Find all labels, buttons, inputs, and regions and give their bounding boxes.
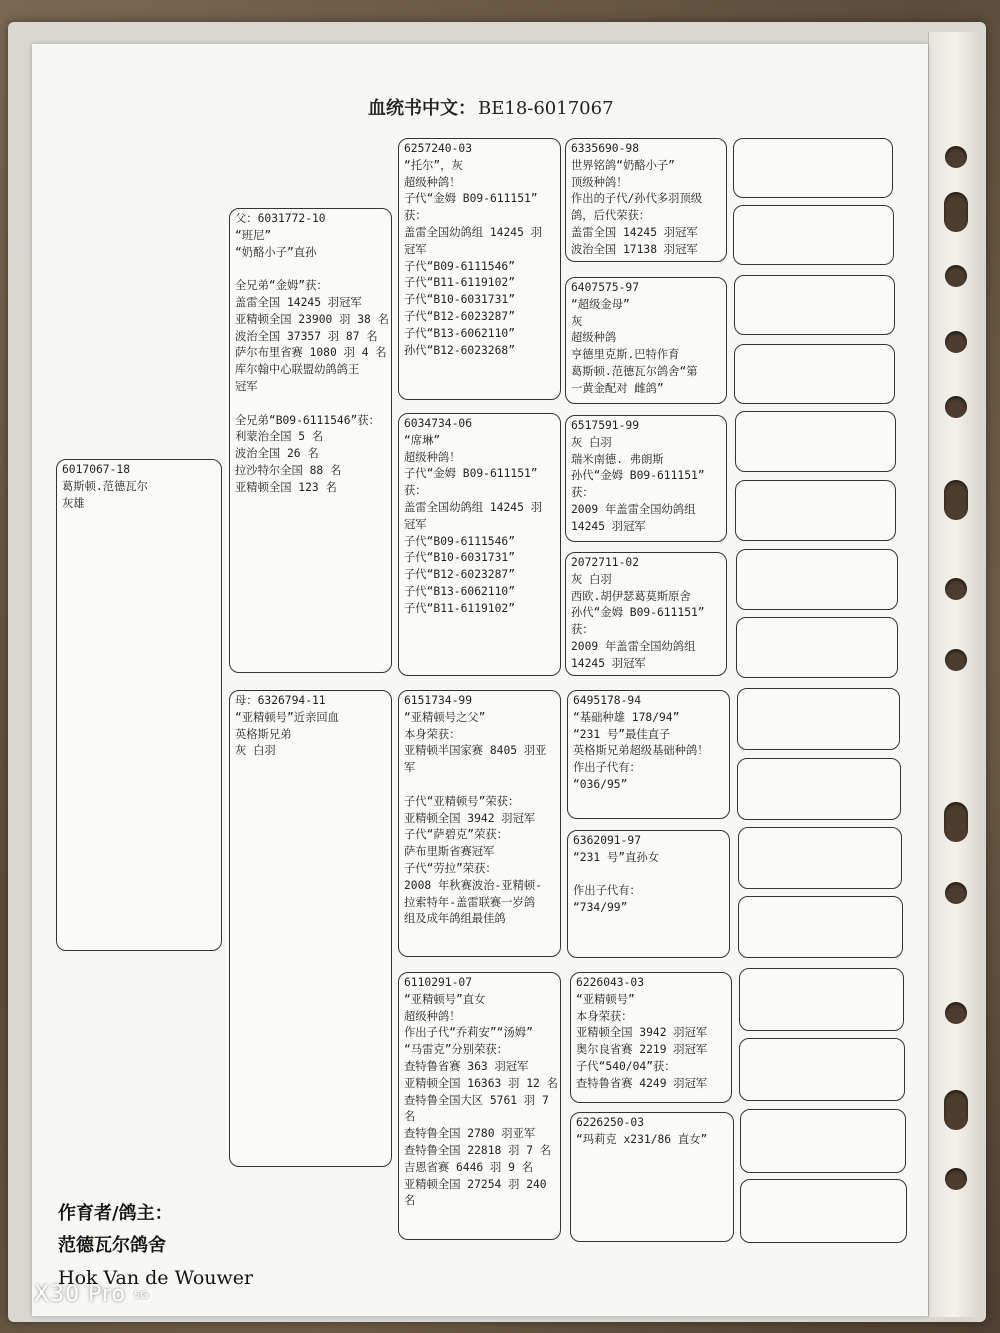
text-line: “班尼”	[235, 228, 272, 242]
text-line: 子代“B10-6031731”	[404, 551, 516, 565]
empty-ancestor-box	[734, 344, 895, 404]
text-line: “亚精顿号之父”	[404, 710, 486, 724]
text-line: 查特鲁省赛 363 羽冠军	[404, 1059, 529, 1073]
text-line: 子代“劳拉”荣获：	[404, 861, 497, 875]
text-line: 超级种鸽！	[404, 175, 461, 189]
text-line: 查特鲁全国大区 5761 羽 7	[404, 1093, 549, 1107]
empty-ancestor-box	[740, 1109, 906, 1173]
empty-ancestor-box	[738, 896, 903, 958]
great-grandparent-text-8	[571, 1113, 733, 1149]
text-line: 6257240-03	[404, 142, 473, 155]
empty-ancestor-box	[733, 138, 893, 198]
text-line: 军	[404, 761, 416, 775]
text-line: 亚精顿全国 27254 羽 240	[404, 1177, 547, 1191]
text-line: 母：6326794-11	[235, 694, 326, 707]
text-line: 作出子代有：	[573, 884, 641, 898]
text-line: 亚精顿全国 23900 羽 38 名	[235, 312, 389, 326]
text-line: 6517591-99	[571, 419, 640, 432]
text-line: 2008 年秋赛波治-亚精顿-	[404, 878, 542, 892]
text-line: 2009 年盖雷全国幼鸽组	[571, 502, 696, 516]
text-line: 6151734-99	[404, 694, 473, 707]
text-line: 英格斯兄弟超级基础种鸽！	[573, 744, 709, 758]
text-line: 亚精顿全国 3942 羽冠军	[576, 1026, 708, 1040]
empty-ancestor-box	[737, 758, 901, 820]
great-grandparent-box-8	[570, 1112, 734, 1242]
text-line: “基础种雄 178/94”	[573, 710, 680, 724]
text-line: 奥尔良省赛 2219 羽冠军	[576, 1043, 708, 1057]
text-line: 波治全国 37357 羽 87 名	[235, 329, 378, 343]
text-line: 6335690-98	[571, 142, 640, 155]
text-line: 14245 羽冠军	[571, 656, 646, 670]
text-line	[573, 867, 725, 884]
text-line: 子代“540/04”获：	[576, 1059, 676, 1073]
grandparent-text-1	[399, 139, 560, 359]
great-grandparent-text-2	[566, 278, 726, 398]
great-grandparent-text-6	[568, 831, 729, 917]
text-line: 一黄金配对 雌鸽”	[571, 381, 664, 395]
text-line: 2072711-02	[571, 556, 640, 569]
great-grandparent-box-2	[565, 277, 727, 404]
empty-ancestor-box	[736, 617, 898, 678]
text-line: 子代“B13-6062110”	[404, 584, 516, 598]
grandparent-box-2	[398, 413, 561, 676]
text-line: 灰 白羽	[571, 572, 612, 586]
text-line: 灰雄	[62, 496, 85, 510]
text-line: 父：6031772-10	[235, 212, 326, 225]
great-grandparent-box-3	[565, 415, 727, 542]
text-line: 获：	[571, 486, 594, 500]
great-grandparent-text-1	[566, 139, 726, 259]
text-line: “马雷克”分别荣获：	[404, 1043, 508, 1057]
empty-ancestor-box	[734, 275, 895, 335]
breeder-label: 作育者/鸽主：	[58, 1203, 173, 1224]
sire-text	[230, 209, 391, 497]
great-grandparent-text-3	[566, 416, 726, 536]
great-grandparent-text-7	[571, 973, 731, 1093]
great-grandparent-text-5	[568, 691, 729, 794]
text-line: 亚精顿全国 3942 羽冠军	[404, 811, 536, 825]
text-line: 世界铭鸽“奶酪小子”	[571, 158, 675, 172]
camera-model: X30 Pro	[34, 1282, 126, 1307]
text-line: 西欧.胡伊瑟葛莫斯原舍	[571, 589, 691, 603]
text-line: 子代“B12-6023287”	[404, 309, 516, 323]
text-line: 6110291-07	[404, 976, 473, 989]
text-line: 波治全国 17138 羽冠军	[571, 242, 698, 256]
punch-hole	[945, 265, 967, 287]
text-line: 冠军	[404, 242, 427, 256]
grandparent-text-2	[399, 414, 560, 618]
text-line: 本身荣获：	[404, 727, 461, 741]
text-line: 灰 白羽	[235, 744, 276, 758]
text-line: 子代“B12-6023287”	[404, 568, 516, 582]
text-line: 拉索特年-盖雷联赛一岁鸽	[404, 895, 536, 909]
text-line: “亚精顿号”近亲回血	[235, 710, 339, 724]
empty-ancestor-box	[739, 1038, 905, 1101]
text-line: 英格斯兄弟	[235, 727, 292, 741]
text-line: 孙代“金姆 B09-611151”	[571, 469, 705, 483]
great-grandparent-box-1	[565, 138, 727, 262]
text-line: “亚精顿号”直女	[404, 992, 486, 1006]
text-line: 亨德里克斯.巴特作育	[571, 348, 680, 362]
punch-hole	[945, 331, 967, 353]
text-line: 孙代“金姆 B09-611151”	[571, 606, 705, 620]
empty-ancestor-box	[738, 827, 902, 889]
punch-hole	[945, 146, 967, 168]
text-line: 利蒙治全国 5 名	[235, 430, 324, 444]
text-line: 作出的子代/孙代多羽顶级	[571, 192, 703, 206]
grandparent-box-1	[398, 138, 561, 400]
text-line: 获：	[571, 623, 594, 637]
text-line	[235, 261, 387, 278]
text-line: 冠军	[404, 517, 427, 531]
text-line: 冠军	[235, 379, 258, 393]
page-title	[368, 94, 614, 120]
great-grandparent-text-4	[566, 553, 726, 673]
text-line: 瑞米南德. 弗朗斯	[571, 452, 664, 466]
punch-hole	[944, 480, 968, 520]
text-line: “玛莉克 x231/86 直女”	[576, 1132, 708, 1146]
text-line: 顶级种鸽！	[571, 175, 628, 189]
text-line: “托尔”，灰	[404, 158, 463, 172]
great-grandparent-box-5	[567, 690, 730, 819]
empty-ancestor-box	[733, 205, 894, 265]
punch-hole	[945, 1002, 967, 1024]
text-line: 全兄弟“B09-6111546”获：	[235, 413, 380, 427]
text-line: 盖雷全国幼鸽组 14245 羽	[404, 225, 542, 239]
text-line	[404, 777, 556, 794]
camera-watermark	[34, 1282, 152, 1307]
text-line: “超级金母”	[571, 297, 630, 311]
text-line: 超级种鸽！	[404, 1009, 461, 1023]
subject-text	[57, 460, 221, 512]
text-line: 萨布里斯省赛冠军	[404, 845, 495, 859]
text-line: 亚精顿全国 16363 羽 12 名	[404, 1076, 558, 1090]
dam-text	[230, 691, 391, 760]
text-line: 波治全国 26 名	[235, 447, 319, 461]
empty-ancestor-box	[739, 968, 904, 1031]
text-line: “亚精顿号”	[576, 992, 635, 1006]
text-line: 子代“萨碧克”荣获：	[404, 828, 508, 842]
text-line: 子代“B09-6111546”	[404, 259, 516, 273]
text-line: 子代“金姆 B09-611151”	[404, 192, 538, 206]
ring-number: BE18-6017067	[478, 98, 614, 119]
breeder-name-en: Hok Van de Wouwer	[58, 1267, 254, 1289]
text-line: 亚精顿半国家赛 8405 羽亚	[404, 744, 547, 758]
text-line: 14245 羽冠军	[571, 519, 646, 533]
text-line: 名	[404, 1110, 416, 1124]
binder-strip	[928, 32, 981, 1317]
text-line: 葛斯顿.范德瓦尔鸽舍“第	[571, 364, 698, 378]
subject-box	[56, 459, 222, 951]
empty-ancestor-box	[740, 1179, 907, 1243]
text-line: 6034734-06	[404, 417, 473, 430]
text-line: 获：	[404, 484, 427, 498]
grandparent-box-4	[398, 972, 561, 1240]
text-line: 名	[404, 1194, 416, 1208]
breeder-block	[58, 1198, 253, 1294]
great-grandparent-box-6	[567, 830, 730, 958]
punch-hole	[945, 578, 967, 600]
punch-hole	[945, 396, 967, 418]
text-line: 盖雷全国幼鸽组 14245 羽	[404, 500, 542, 514]
text-line: 子代“B13-6062110”	[404, 326, 516, 340]
text-line: 6226250-03	[576, 1116, 645, 1129]
text-line: “036/95”	[573, 777, 628, 791]
punch-hole	[944, 192, 968, 232]
text-line: 灰	[571, 314, 583, 328]
text-line: 6407575-97	[571, 281, 640, 294]
text-line: “奶酪小子”直孙	[235, 245, 317, 259]
text-line: “231 号”最佳直子	[573, 727, 671, 741]
punch-hole	[945, 1168, 967, 1190]
punch-hole	[945, 882, 967, 904]
empty-ancestor-box	[735, 480, 896, 541]
text-line: 子代“亚精顿号”荣获：	[404, 794, 520, 808]
text-line: 盖雷全国 14245 羽冠军	[571, 225, 698, 239]
text-line: 6495178-94	[573, 694, 642, 707]
text-line: 6226043-03	[576, 976, 645, 989]
text-line: 亚精顿全国 123 名	[235, 480, 337, 494]
text-line: 盖雷全国 14245 羽冠军	[235, 295, 362, 309]
text-line: 超级种鸽！	[404, 450, 461, 464]
grandparent-box-3	[398, 690, 561, 957]
text-line: “席琳”	[404, 433, 441, 447]
sire-box	[229, 208, 392, 673]
text-line: 6017067-18	[62, 463, 131, 476]
text-line: 本身荣获：	[576, 1009, 633, 1023]
text-line	[235, 396, 387, 413]
network-badge: 5G	[130, 1289, 152, 1302]
text-line: 全兄弟“金姆”获：	[235, 279, 328, 293]
grandparent-text-4	[399, 973, 560, 1210]
text-line: 获：	[404, 209, 427, 223]
text-line: 孙代“B12-6023268”	[404, 343, 516, 357]
text-line: 灰 白羽	[571, 435, 612, 449]
dam-box	[229, 690, 392, 1167]
text-line: 超级种鸽	[571, 331, 617, 345]
empty-ancestor-box	[735, 411, 896, 472]
text-line: 作出子代“乔莉安”“汤姆”	[404, 1026, 533, 1040]
text-line: 拉沙特尔全国 88 名	[235, 463, 342, 477]
text-line: 6362091-97	[573, 834, 642, 847]
punch-hole	[945, 649, 967, 671]
empty-ancestor-box	[737, 688, 900, 750]
text-line: “734/99”	[573, 901, 628, 915]
punch-hole	[944, 802, 968, 842]
text-line: 查特鲁省赛 4249 羽冠军	[576, 1076, 708, 1090]
text-line: 萨尔布里省赛 1080 羽 4 名	[235, 346, 387, 360]
text-line: 吉恩省赛 6446 羽 9 名	[404, 1160, 533, 1174]
text-line: 子代“B10-6031731”	[404, 293, 516, 307]
grandparent-text-3	[399, 691, 560, 928]
text-line: 葛斯顿.范德瓦尔	[62, 479, 148, 493]
text-line: “231 号”直孙女	[573, 850, 659, 864]
text-line: 2009 年盖雷全国幼鸽组	[571, 639, 696, 653]
text-line: 子代“B09-6111546”	[404, 534, 516, 548]
text-line: 组及成年鸽组最佳鸽	[404, 912, 506, 926]
punch-hole	[944, 1090, 968, 1130]
great-grandparent-box-4	[565, 552, 727, 676]
text-line: 子代“金姆 B09-611151”	[404, 467, 538, 481]
title-label: 血统书中文：	[368, 98, 476, 119]
text-line: 子代“B11-6119102”	[404, 276, 516, 290]
text-line: 库尔翰中心联盟幼鸽鸽王	[235, 363, 360, 377]
empty-ancestor-box	[736, 549, 898, 610]
text-line: 鸽，后代荣获：	[571, 209, 651, 223]
great-grandparent-box-7	[570, 972, 732, 1103]
breeder-name-cn: 范德瓦尔鸽舍	[58, 1235, 166, 1256]
text-line: 子代“B11-6119102”	[404, 601, 516, 615]
text-line: 作出子代有：	[573, 761, 641, 775]
text-line: 查特鲁全国 22818 羽 7 名	[404, 1143, 552, 1157]
text-line: 查特鲁全国 2780 羽亚军	[404, 1127, 536, 1141]
